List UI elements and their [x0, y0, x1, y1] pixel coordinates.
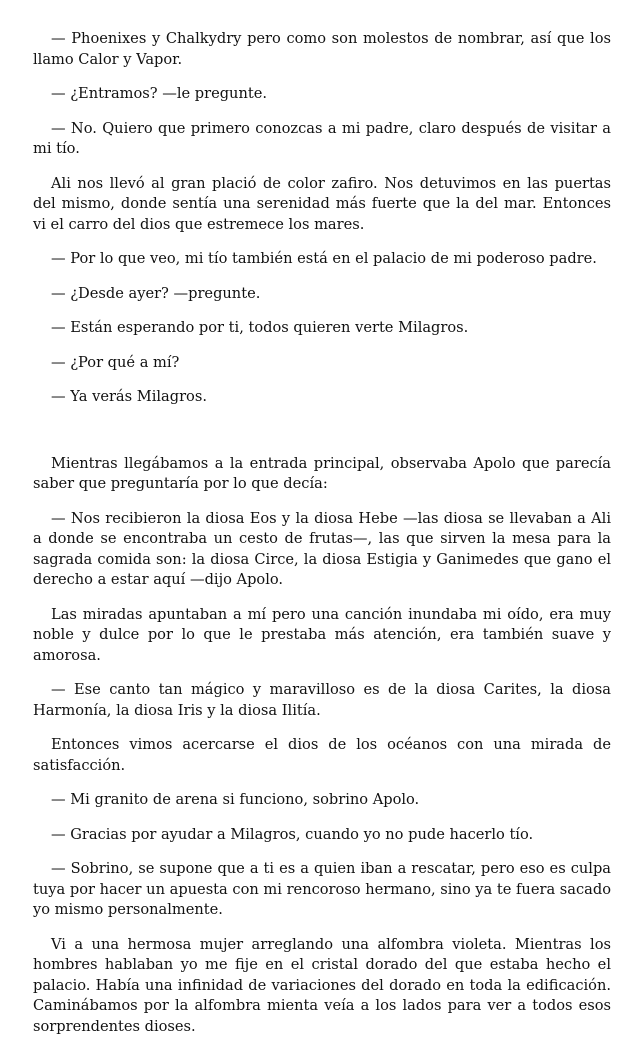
document-page	[33, 29, 611, 1051]
paragraph-4: Ali nos llevó al gran plació de color zafiro. Nos detuvimos en las puertas del mismo, donde sentía una serenidad más fuerte que la del mar. Entonces vi el carro del dios que estremece los mares.	[33, 174, 611, 233]
paragraph-5: — Por lo que veo, mi tío también está en el palacio de mi poderoso padre.	[51, 250, 597, 267]
paragraph-11: — Nos recibieron la diosa Eos y la diosa Hebe —las diosa se llevaban a Ali a donde se encontraba un cesto de frutas—, las que sirven la mesa para la sagrada comida son: la diosa Circe, la diosa Estigia y Ganimedes que gano el derecho a estar aquí —dijo Apolo.	[33, 509, 611, 588]
paragraph-12: Las miradas apuntaban a mí pero una canción inundaba mi oído, era muy noble y dulce por lo que le prestaba más atención, era también suave y amorosa.	[33, 605, 611, 664]
paragraph-15: — Mi granito de arena si funciono, sobrino Apolo.	[51, 791, 420, 808]
paragraph-6: — ¿Desde ayer? —pregunte.	[51, 284, 261, 302]
paragraph-1: — Phoenixes y Chalkydry pero como son molestos de nombrar, así que los llamo Calor y Vapor.	[33, 30, 611, 68]
paragraph-9: — Ya verás Milagros.	[51, 388, 207, 405]
section-gap	[33, 422, 611, 454]
paragraph-18: Vi a una hermosa mujer arreglando una alfombra violeta. Mientras los hombres hablaban yo me fije en el cristal dorado del que estaba hecho el palacio. Había una infinidad de variaciones del dorado en toda la edificación. Caminábamos por la alfombra mienta veía a los lados para ver a todos esos sorprendentes dioses.	[33, 935, 611, 1035]
paragraph-17: — Sobrino, se supone que a ti es a quien iban a rescatar, pero eso es culpa tuya por hacer un apuesta con mi rencoroso hermano, sino ya te fuera sacado yo mismo personalmente.	[33, 860, 611, 918]
paragraph-8: — ¿Por qué a mí?	[51, 353, 180, 371]
paragraph-7: — Están esperando por ti, todos quieren verte Milagros.	[51, 319, 469, 336]
paragraph-3: — No. Quiero que primero conozcas a mi padre, claro después de visitar a mi tío.	[33, 119, 611, 157]
paragraph-10: Mientras llegábamos a la entrada principal, observaba Apolo que parecía saber que preguntaría por lo que decía:	[33, 454, 611, 492]
paragraph-14: Entonces vimos acercarse el dios de los océanos con una mirada de satisfacción.	[33, 736, 611, 774]
paragraph-16: — Gracias por ayudar a Milagros, cuando yo no pude hacerlo tío.	[51, 825, 534, 843]
paragraph-2: — ¿Entramos? —le pregunte.	[51, 85, 267, 102]
paragraph-13: — Ese canto tan mágico y maravilloso es de la diosa Carites, la diosa Harmonía, la diosa Iris y la diosa Ilitía.	[33, 681, 611, 719]
